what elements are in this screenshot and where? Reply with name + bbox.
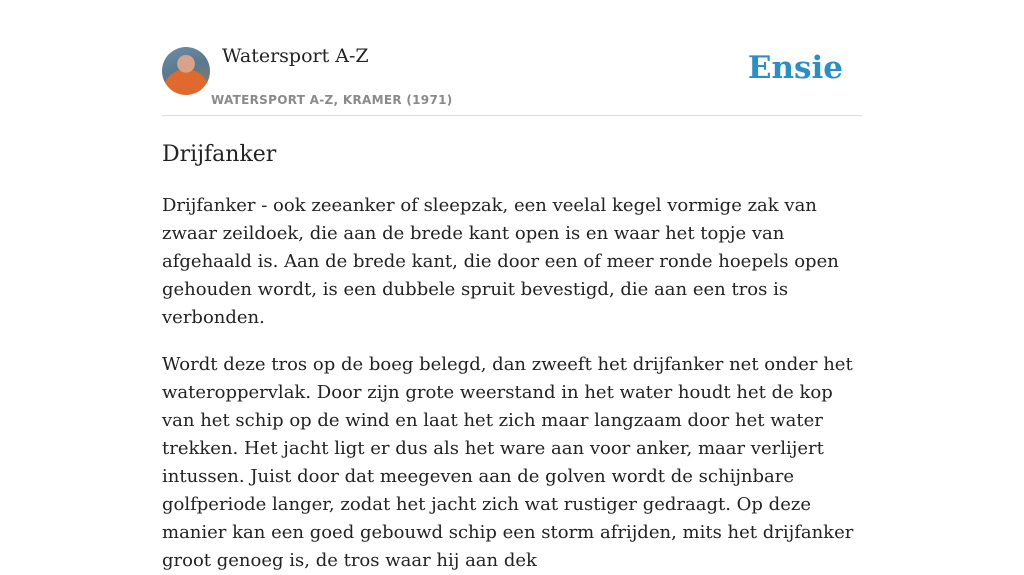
source-line: WATERSPORT A-Z, KRAMER (1971): [211, 93, 453, 107]
brand-logo[interactable]: Ensie: [747, 50, 843, 86]
author-name[interactable]: Watersport A-Z: [222, 45, 369, 67]
article-title: Drijfanker: [162, 142, 277, 167]
header: [162, 0, 862, 116]
content-container: [162, 0, 862, 575]
avatar[interactable]: [162, 47, 210, 95]
article-paragraph: Wordt deze tros op de boeg belegd, dan zweeft het drijfanker net onder het wateroppervlak. Door zijn grote weerstand in het water houdt het de kop van het schip op de wind en laat het zich maar langzaam door het water trekken. Het jacht ligt er dus als het ware aan voor anker, maar verlijert intussen. Juist door dat meegeven aan de golven wordt de schijnbare golfperiode langer, zodat het jacht zich wat rustiger gedraagt. Op deze manier kan een goed gebouwd schip een storm afrijden, mits het drijfanker groot genoeg is, de tros waar hij aan dek: [162, 354, 854, 571]
article-paragraph: Drijfanker - ook zeeanker of sleepzak, een veelal kegel vormige zak van zwaar zeildoek, die aan de brede kant open is en waar het topje van afgehaald is. Aan de brede kant, die door een of meer ronde hoepels open gehouden wordt, is een dubbele spruit bevestigd, die aan een tros is verbonden.: [162, 195, 839, 328]
